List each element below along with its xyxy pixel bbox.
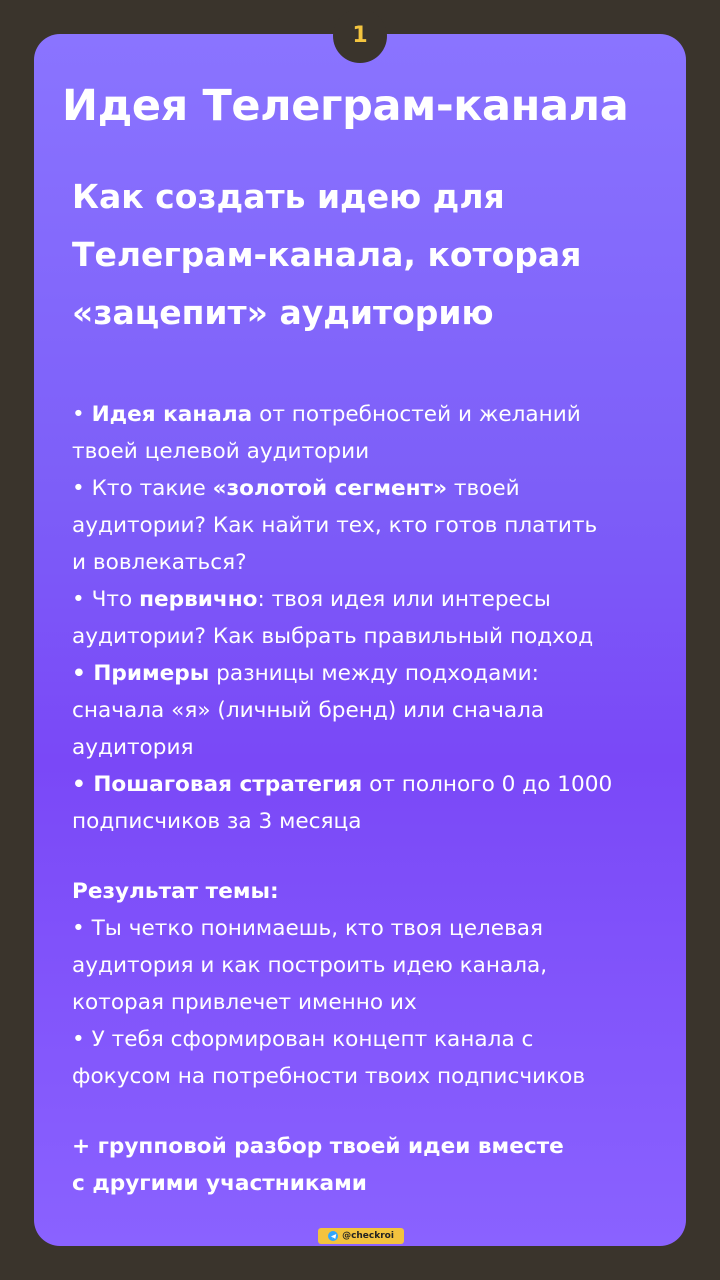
result-item-continuation: аудитория и как построить идею канала, <box>72 953 548 978</box>
channel-handle: @checkroi <box>342 1231 394 1241</box>
result-heading: Результат темы: <box>72 879 279 904</box>
bonus-line: + групповой разбор твоей идеи вместе <box>72 1134 564 1159</box>
content-card <box>34 34 686 1246</box>
list-item-continuation: аудитории? Как выбрать правильный подход <box>72 624 594 649</box>
list-item-continuation: сначала «я» (личный бренд) или сначала <box>72 698 545 723</box>
slide-subtitle <box>72 168 662 342</box>
section-gap <box>72 1095 672 1128</box>
result-item: • У тебя сформирован концепт канала с <box>72 1027 534 1052</box>
result-item: • Ты четко понимаешь, кто твоя целевая <box>72 916 544 941</box>
subtitle-line: Как создать идею для <box>72 177 505 216</box>
subtitle-line: Телеграм-канала, которая <box>72 235 582 274</box>
list-item: • Пошаговая стратегия от полного 0 до 1000 <box>72 772 613 797</box>
list-item-continuation: подписчиков за 3 месяца <box>72 809 362 834</box>
list-item: • Что первично: твоя идея или интересы <box>72 587 551 612</box>
result-item-continuation: фокусом на потребности твоих подписчиков <box>72 1064 586 1089</box>
bonus-line: с другими участниками <box>72 1171 367 1196</box>
list-item-continuation: твоей целевой аудитории <box>72 439 370 464</box>
slide-title: Идея Телеграм-канала <box>62 81 629 131</box>
list-item: • Кто такие «золотой сегмент» твоей <box>72 476 520 501</box>
channel-handle-tag[interactable] <box>318 1228 404 1244</box>
slide-body <box>72 396 672 1202</box>
telegram-icon <box>328 1231 338 1241</box>
list-item: • Примеры разницы между подходами: <box>72 661 539 686</box>
section-gap <box>72 840 672 873</box>
slide-number-badge: 1 <box>333 9 387 63</box>
list-item-continuation: аудитория <box>72 735 194 760</box>
list-item: • Идея канала от потребностей и желаний <box>72 402 581 427</box>
result-item-continuation: которая привлечет именно их <box>72 990 417 1015</box>
list-item-continuation: аудитории? Как найти тех, кто готов платить <box>72 513 598 538</box>
subtitle-line: «зацепит» аудиторию <box>72 293 494 332</box>
list-item-continuation: и вовлекаться? <box>72 550 247 575</box>
